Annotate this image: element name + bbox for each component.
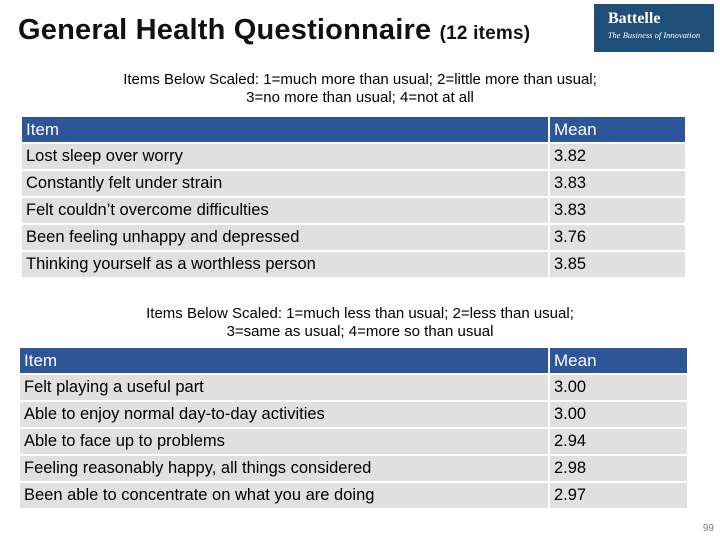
cell-mean: 3.00 (550, 375, 687, 400)
table-row (22, 144, 685, 169)
table-row (22, 171, 685, 196)
table-row (20, 402, 687, 427)
logo-name: Battelle (608, 10, 661, 27)
cell-mean: 3.83 (550, 171, 685, 196)
table-row (22, 225, 685, 250)
table-header-row (20, 348, 687, 373)
title-subtitle: (12 items) (439, 23, 531, 44)
cell-mean: 2.97 (550, 483, 687, 508)
cell-item: Lost sleep over worry (22, 144, 548, 169)
cell-item: Constantly felt under strain (22, 171, 548, 196)
cell-mean: 2.98 (550, 456, 687, 481)
header-mean: Mean (550, 348, 687, 373)
battelle-logo (594, 4, 714, 52)
table-strain-items (20, 115, 687, 279)
section2-caption-line1: Items Below Scaled: 1=much less than usual; 2=less than usual; (146, 305, 574, 322)
title-main: General Health Questionnaire (18, 14, 432, 46)
cell-mean: 3.85 (550, 252, 685, 277)
page-title (18, 14, 530, 47)
table-row (20, 375, 687, 400)
header-mean: Mean (550, 117, 685, 142)
table-row (22, 198, 685, 223)
header-item: Item (22, 117, 548, 142)
cell-item: Able to enjoy normal day-to-day activities (20, 402, 548, 427)
logo-tagline: The Business of Innovation (607, 30, 701, 40)
cell-item: Felt playing a useful part (20, 375, 548, 400)
cell-item: Been able to concentrate on what you are doing (20, 483, 548, 508)
page-number: 99 (702, 523, 714, 534)
table-functioning-items (18, 346, 689, 510)
section2-caption (80, 305, 640, 341)
table-row (20, 483, 687, 508)
section2-caption-line2: 3=same as usual; 4=more so than usual (226, 323, 494, 340)
cell-item: Feeling reasonably happy, all things considered (20, 456, 548, 481)
cell-mean: 3.83 (550, 198, 685, 223)
cell-mean: 3.76 (550, 225, 685, 250)
cell-mean: 3.00 (550, 402, 687, 427)
cell-item: Been feeling unhappy and depressed (22, 225, 548, 250)
cell-mean: 3.82 (550, 144, 685, 169)
section1-caption-line1: Items Below Scaled: 1=much more than usual; 2=little more than usual; (123, 71, 597, 88)
cell-item: Thinking yourself as a worthless person (22, 252, 548, 277)
section1-caption-line2: 3=no more than usual; 4=not at all (246, 89, 474, 106)
cell-mean: 2.94 (550, 429, 687, 454)
table-row (20, 429, 687, 454)
section1-caption (70, 71, 650, 107)
cell-item: Felt couldn’t overcome difficulties (22, 198, 548, 223)
header-item: Item (20, 348, 548, 373)
cell-item: Able to face up to problems (20, 429, 548, 454)
table-header-row (22, 117, 685, 142)
table-row (22, 252, 685, 277)
table-row (20, 456, 687, 481)
